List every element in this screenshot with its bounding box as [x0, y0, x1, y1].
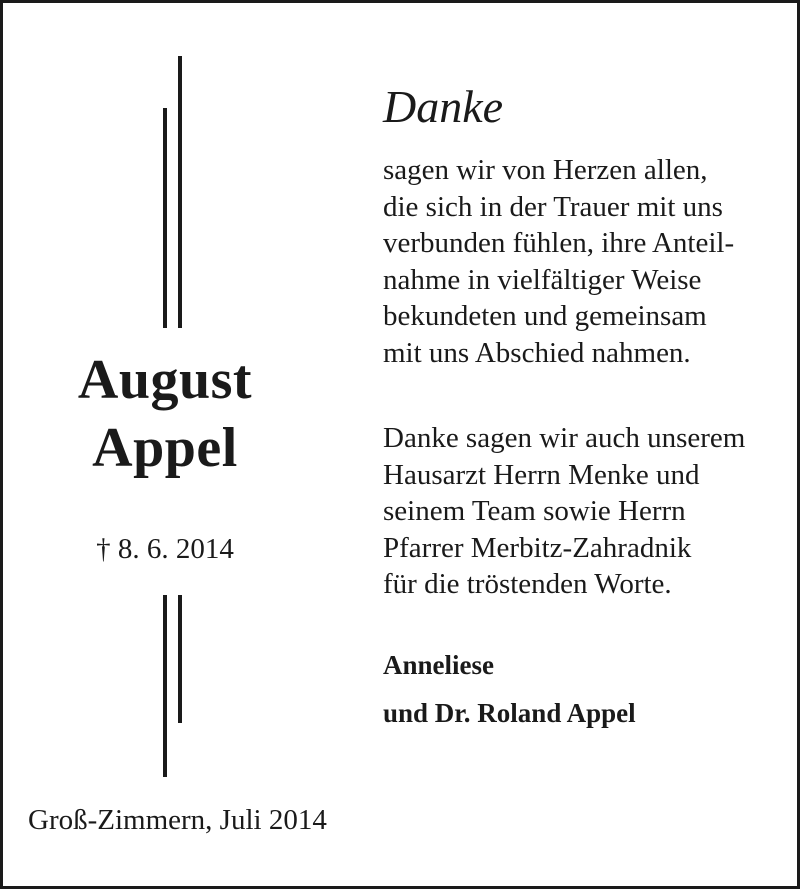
paragraph-line: bekundeten und gemeinsam — [383, 300, 707, 332]
paragraph-line: für die tröstenden Worte. — [383, 568, 672, 600]
thanks-paragraph-2 — [383, 420, 745, 603]
paragraph-line: sagen wir von Herzen allen, — [383, 154, 708, 186]
paragraph-line: Hausarzt Herrn Menke und — [383, 458, 700, 491]
decorative-rule-top-left — [163, 108, 167, 328]
place-date: Groß-Zimmern, Juli 2014 — [28, 804, 327, 836]
death-date: † 8. 6. 2014 — [96, 533, 234, 565]
paragraph-line: Pfarrer Merbitz-Zahradnik — [383, 531, 692, 564]
thanks-paragraph-1 — [383, 152, 734, 371]
signature-line-2: und Dr. Roland Appel — [383, 698, 636, 728]
paragraph-line: nahme in vielfältiger Weise — [383, 263, 702, 296]
paragraph-line: seinem Team sowie Herrn — [383, 495, 686, 527]
decorative-rule-bottom-left — [163, 595, 167, 777]
deceased-first-name: August — [77, 349, 253, 411]
decorative-rule-bottom-right — [178, 595, 182, 723]
signature-line-1: Anneliese — [383, 650, 494, 680]
deceased-last-name: Appel — [92, 417, 238, 479]
thanks-heading: Danke — [383, 81, 504, 132]
paragraph-line: verbunden fühlen, ihre Anteil- — [383, 227, 735, 259]
paragraph-line: Danke sagen wir auch unserem — [383, 422, 746, 454]
decorative-rule-top-right — [178, 56, 182, 328]
paragraph-line: mit uns Abschied nahmen. — [383, 336, 691, 369]
paragraph-line: die sich in der Trauer mit uns — [383, 190, 723, 223]
